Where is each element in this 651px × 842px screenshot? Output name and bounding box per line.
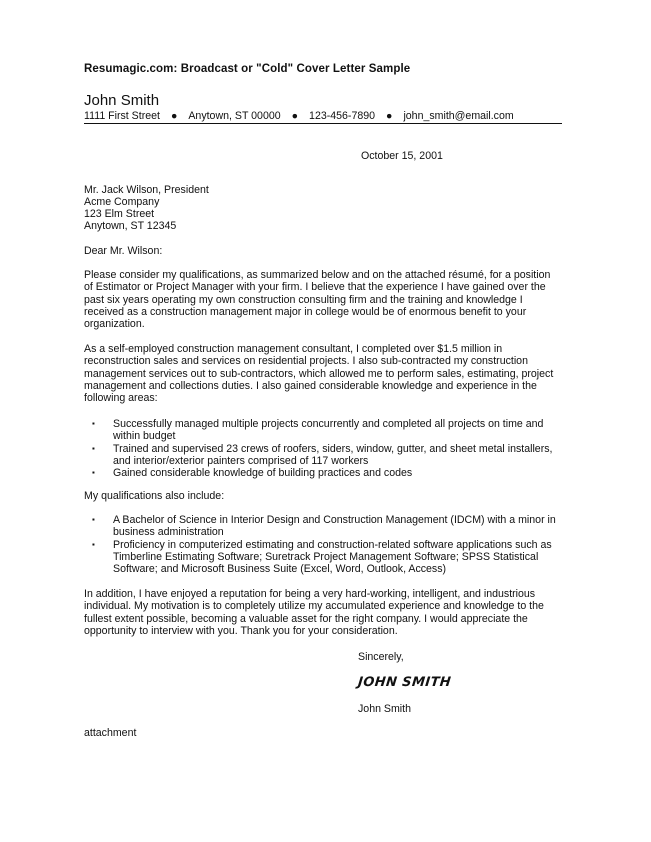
bullet-separator: ● bbox=[291, 110, 299, 122]
list-item: ▪ Successfully managed multiple projects concurrently and completed all projects on time and within budget bbox=[92, 418, 544, 443]
sender-email: john_smith@email.com bbox=[403, 110, 514, 122]
list-item: ▪ Gained considerable knowledge of building practices and codes bbox=[92, 467, 413, 480]
salutation: Dear Mr. Wilson: bbox=[84, 245, 163, 257]
qualifications-intro: My qualifications also include: bbox=[84, 490, 225, 502]
list-item: ▪ Trained and supervised 23 crews of roofers, siders, window, gutter, and sheet metal installers, and interior/exterior painters comprised of 117 workers bbox=[92, 442, 553, 467]
recipient-line: Anytown, ST 12345 bbox=[84, 220, 177, 232]
typed-name: John Smith bbox=[358, 703, 411, 715]
letter-date: October 15, 2001 bbox=[361, 150, 443, 162]
bullet-icon: ▪ bbox=[92, 539, 95, 549]
paragraph-experience: As a self-employed construction management consultant, I completed over $1.5 million in reconstruction sales and services on residential projects. I also sub-contracted my construction management services out to sub-contractors, which allowed me to perform sales, estimating, project management and collections duties. I also gained considerable knowledge and experience in the following areas: bbox=[84, 343, 554, 405]
closing-salutation: Sincerely, bbox=[358, 651, 404, 663]
handwritten-signature: JOHN SMITH bbox=[357, 675, 452, 690]
sender-name: John Smith bbox=[84, 92, 160, 109]
bullet-separator: ● bbox=[170, 110, 178, 122]
list-item: ▪ A Bachelor of Science in Interior Design and Construction Management (IDCM) with a minor in business administration bbox=[92, 514, 556, 539]
paragraph-closing: In addition, I have enjoyed a reputation for being a very hard-working, intelligent, and industrious individual. My motivation is to completely utilize my accumulated experience and knowledge to the fullest extent possible, becoming a valuable asset for the right company. I would appreciate the opportunity to interview with you. Thank you for your consideration. bbox=[84, 588, 544, 637]
header-divider bbox=[84, 123, 562, 124]
document-title: Resumagic.com: Broadcast or "Cold" Cover Letter Sample bbox=[84, 63, 411, 75]
qualifications-bullet-list bbox=[84, 514, 562, 575]
paragraph-intro: Please consider my qualifications, as summarized below and on the attached résumé, for a position of Estimator or Project Manager with your firm. I believe that the experience I have gained over the past six years operating my own construction consulting firm and the training and knowledge I received as a construction management major in college would be of enormous benefit to your organization. bbox=[84, 269, 551, 331]
bullet-icon: ▪ bbox=[92, 443, 95, 453]
list-item: ▪ Proficiency in computerized estimating and construction-related software applications such as Timberline Estimating Software; Suretrack Project Management Software; SPSS Statistical Software; and Microsoft Business Suite (Excel, Word, Outlook, Access) bbox=[92, 538, 552, 576]
sender-phone: 123-456-7890 bbox=[309, 110, 376, 122]
sender-street: 1111 First Street bbox=[84, 110, 160, 122]
recipient-line: 123 Elm Street bbox=[84, 208, 155, 220]
recipient-line: Acme Company bbox=[84, 196, 160, 208]
bullet-separator: ● bbox=[386, 110, 393, 122]
enclosure-note: attachment bbox=[84, 727, 137, 739]
experience-bullet-list bbox=[84, 418, 562, 479]
recipient-line: Mr. Jack Wilson, President bbox=[84, 184, 209, 196]
sender-contact-line bbox=[84, 110, 514, 122]
bullet-icon: ▪ bbox=[92, 515, 95, 524]
sender-city: Anytown, ST 00000 bbox=[188, 110, 281, 122]
bullet-icon: ▪ bbox=[92, 468, 95, 478]
bullet-icon: ▪ bbox=[92, 419, 95, 428]
